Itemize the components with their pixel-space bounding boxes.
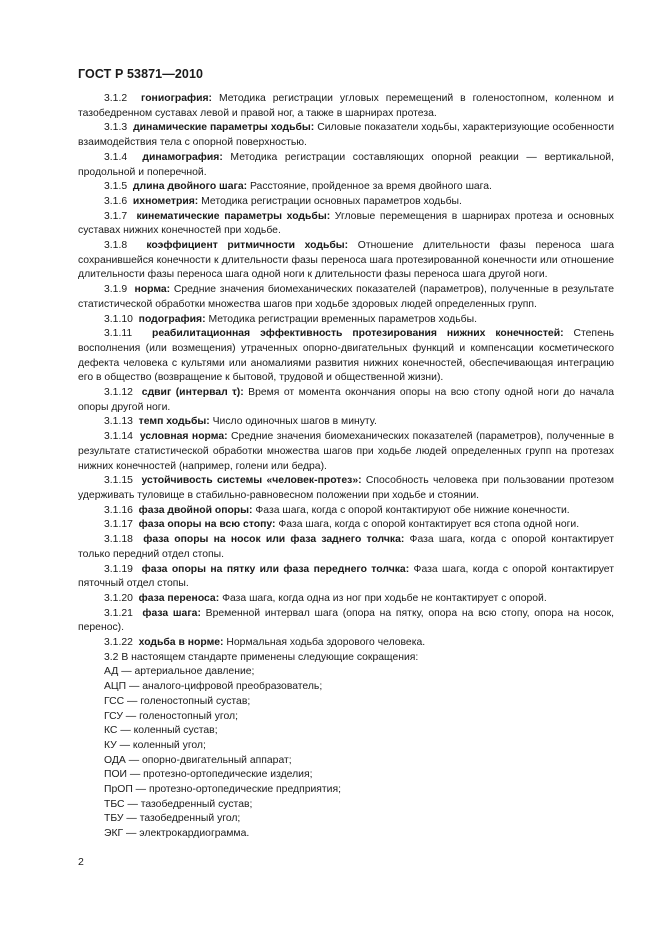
abbreviation-item: ПрОП — протезно-ортопедические предприятия; <box>104 784 341 796</box>
definition-term: фаза шага: <box>142 607 201 619</box>
definition-text: Угловые перемещения в шарнирах протеза и основных суставах нижних конечностей при ходьбе. <box>78 210 615 237</box>
definition-text: Способность человека при пользовании протезом удерживать туловище в стабильно-равновесном положении при ходьбе и стоянии. <box>78 475 615 501</box>
definition-paragraph <box>78 415 614 430</box>
definition-number: 3.1.22 <box>104 637 133 649</box>
definition-term: кинематические параметры ходьбы: <box>136 210 331 222</box>
definition-paragraph <box>78 151 614 180</box>
definition-paragraph <box>78 386 614 415</box>
definition-paragraph <box>78 180 614 195</box>
definition-paragraph <box>78 195 614 210</box>
definition-term: фаза переноса: <box>138 592 220 604</box>
abbreviation-item: АД — артериальное давление; <box>104 666 255 678</box>
definition-term: фаза опоры на всю стопу: <box>138 519 276 531</box>
definition-text: Средние значения биомеханических показателей (параметров), полученные в результате статистической обработки множества шагов при ходьбе людей определенных групп на протезах нижних конечностей (например, голени или бедра). <box>78 431 614 472</box>
definition-number: 3.1.12 <box>104 387 133 399</box>
definition-text: Методика регистрации составляющих опорной реакции — вертикальной, продольной и поперечной. <box>78 151 614 178</box>
definition-term: реабилитационная эффективность протезирования нижних конечностей: <box>152 328 564 340</box>
definition-paragraph <box>78 563 614 592</box>
definition-number: 3.1.18 <box>104 534 133 546</box>
definition-term: норма: <box>134 284 171 296</box>
abbreviation-item: КУ — коленный угол; <box>104 739 206 751</box>
abbreviation-item: ПОИ — протезно-ортопедические изделия; <box>104 769 313 781</box>
definition-text: Время от момента окончания опоры на всю стопу одной ноги до начала опоры другой ноги. <box>78 387 614 413</box>
definition-text: Нормальная ходьба здорового человека. <box>223 637 426 649</box>
definition-number: 3.1.7 <box>104 210 128 222</box>
definition-text: Средние значения биомеханических показателей (параметров), полученные в результате статистической обработки множества шагов при ходьбе здоровых людей определенных групп. <box>78 284 614 310</box>
definition-text: Фаза шага, когда с опорой контактирует пяточный отдел стопы. <box>78 563 614 590</box>
definition-term: длина двойного шага: <box>132 181 248 193</box>
definition-text: Фаза шага, когда с опорой контактирует только передний отдел стопы. <box>78 534 614 560</box>
definition-number: 3.1.10 <box>104 313 133 325</box>
document-header: ГОСТ Р 53871—2010 <box>78 67 204 81</box>
definition-text: Методика регистрации угловых перемещений в голеностопном, коленном и тазобедренном суставах левой и правой ног, а также в шарнирах протеза. <box>78 93 614 119</box>
definition-number: 3.1.2 <box>104 93 128 104</box>
definition-paragraph <box>78 636 614 651</box>
definition-term: гониография: <box>141 93 213 104</box>
definition-text: Методика регистрации основных параметров ходьбы. <box>198 195 462 207</box>
definition-text: Число одиночных шагов в минуту. <box>209 416 377 428</box>
document-body <box>78 92 614 842</box>
definition-term: коэффициент ритмичности ходьбы: <box>146 240 349 252</box>
definition-number: 3.1.17 <box>104 519 133 531</box>
definition-paragraph <box>78 121 614 150</box>
definition-paragraph <box>78 504 614 519</box>
definition-text: Силовые показатели ходьбы, характеризующие особенности взаимодействия тела с опорной поверхностью. <box>78 122 614 149</box>
definition-text: Фаза шага, когда одна из ног при ходьбе не контактирует с опорой. <box>219 592 547 604</box>
definition-number: 3.1.8 <box>104 240 128 252</box>
definition-text: Фаза шага, когда с опорой контактирует вся стопа одной ноги. <box>275 519 580 531</box>
definition-text: Степень восполнения (или возмещения) утраченных опорно-двигательных функций и компенсации косметического дефекта человека с культями или аномалиями развития нижних конечностей, обеспечивающая интеграцию его в общество (возвращение к бытовой, трудовой и общественной жизни). <box>78 328 614 384</box>
definition-term: условная норма: <box>139 431 228 443</box>
definition-paragraph <box>78 607 614 636</box>
definition-term: подография: <box>138 313 206 325</box>
definition-number: 3.1.20 <box>104 592 133 604</box>
definition-term: темп ходьбы: <box>138 416 210 428</box>
definition-paragraph <box>78 313 614 328</box>
definition-number: 3.1.6 <box>104 195 128 207</box>
definition-term: фаза двойной опоры: <box>138 504 253 516</box>
definition-number: 3.1.21 <box>104 607 133 619</box>
definition-paragraph <box>78 92 614 121</box>
abbreviation-item: ОДА — опорно-двигательный аппарат; <box>104 754 292 766</box>
definition-text: Отношение длительности фазы переноса шага сохранившейся конечности к длительности фазы переноса шага протезированной конечности или отношение длительности фазы переноса шага одной ноги к длительности фазы переноса шага другой ноги. <box>78 240 614 281</box>
definition-term: фаза опоры на носок или фаза заднего толчка: <box>143 534 405 546</box>
definition-number: 3.1.14 <box>104 431 133 443</box>
definition-term: сдвиг (интервал τ): <box>141 387 244 399</box>
definition-term: устойчивость системы «человек-протез»: <box>141 475 362 487</box>
definition-paragraph <box>78 533 614 562</box>
definition-number: 3.1.9 <box>104 284 128 296</box>
abbreviation-item: КС — коленный сустав; <box>104 725 218 737</box>
definition-number: 3.1.19 <box>104 563 133 575</box>
definition-text: Временной интервал шага (опора на пятку, опора на всю стопу, опора на носок, перенос). <box>78 607 614 634</box>
definitions-list <box>78 92 614 651</box>
abbreviation-item: ГСС — голеностопный сустав; <box>104 695 251 707</box>
definition-term: динамография: <box>142 151 223 163</box>
definition-paragraph <box>78 592 614 607</box>
definition-paragraph <box>78 327 614 386</box>
definition-number: 3.1.5 <box>104 181 128 193</box>
definition-number: 3.1.4 <box>104 151 128 163</box>
abbreviation-item: ТБС — тазобедренный сустав; <box>104 798 253 810</box>
definition-term: ходьба в норме: <box>138 637 224 649</box>
abbreviation-item: ТБУ — тазобедренный угол; <box>104 813 241 825</box>
definition-paragraph <box>78 210 614 239</box>
definition-term: фаза опоры на пятку или фаза переднего толчка: <box>141 563 410 575</box>
definition-text: Методика регистрации временных параметров ходьбы. <box>205 313 477 325</box>
abbreviation-item: ГСУ — голеностопный угол; <box>104 710 238 722</box>
definition-term: ихнометрия: <box>132 195 199 207</box>
definition-term: динамические параметры ходьбы: <box>133 122 315 134</box>
definition-paragraph <box>78 430 614 474</box>
definition-number: 3.1.15 <box>104 475 133 487</box>
definition-paragraph <box>78 283 614 312</box>
definition-paragraph <box>78 474 614 503</box>
definition-number: 3.1.11 <box>104 328 133 340</box>
definition-paragraph <box>78 239 614 283</box>
abbreviation-item: ЭКГ — электрокардиограмма. <box>104 828 250 840</box>
definition-number: 3.1.13 <box>104 416 133 428</box>
definition-text: Расстояние, пройденное за время двойного шага. <box>247 181 492 193</box>
definition-number: 3.1.3 <box>104 122 128 134</box>
abbreviation-item: АЦП — аналого-цифровой преобразователь; <box>104 681 323 693</box>
abbreviations-list <box>78 665 614 841</box>
definition-number: 3.1.16 <box>104 504 133 516</box>
definition-text: Фаза шага, когда с опорой контактируют обе нижние конечности. <box>252 504 570 516</box>
definition-paragraph <box>78 518 614 533</box>
page-number: 2 <box>78 856 84 868</box>
abbreviations-intro: 3.2 В настоящем стандарте применены следующие сокращения: <box>104 651 419 663</box>
